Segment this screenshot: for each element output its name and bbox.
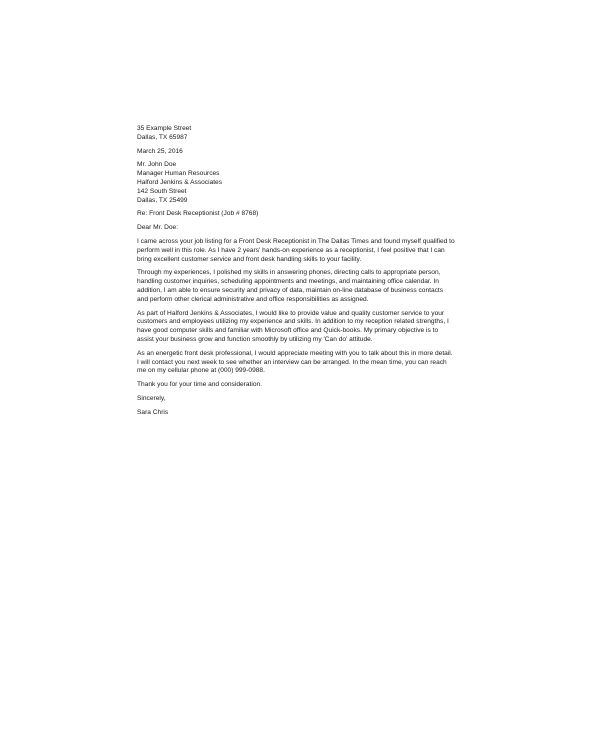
paragraph-line: I came across your job listing for a Front Desk Receptionist in The Dallas Times and found myself qualified to	[137, 237, 455, 245]
cover-letter	[137, 125, 467, 423]
recipient-city-state-zip: Dallas, TX 25499	[137, 196, 188, 204]
paragraph-line: I will contact you next week to see whether an interview can be arranged. In the mean time, you can reach	[137, 358, 447, 366]
paragraph-line: Through my experiences, I polished my skills in answering phones, directing calls to appropriate person,	[137, 269, 441, 277]
sender-street: 35 Example Street	[137, 125, 192, 132]
paragraph-line: Thank you for your time and consideration.	[137, 381, 262, 389]
body-paragraph	[137, 269, 467, 304]
paragraph-line: have good computer skills and familiar with Microsoft office and Quick-books. My primary objective is to	[137, 327, 439, 335]
paragraph-line: addition, I am able to ensure security and privacy of data, maintain on-line database of business contacts	[137, 286, 444, 294]
salutation-block	[137, 224, 467, 233]
paragraph-line: As an energetic front desk professional, I would appreciate meeting with you to talk about this in more detail.	[137, 349, 453, 357]
signature-block	[137, 409, 467, 418]
recipient-title: Manager Human Resources	[137, 170, 220, 178]
body-paragraph	[137, 350, 467, 376]
subject-block	[137, 210, 467, 219]
subject-line: Re: Front Desk Receptionist (Job # 8768)	[137, 210, 259, 218]
closing-block	[137, 395, 467, 404]
recipient-company: Halford Jenkins & Associates	[137, 178, 223, 186]
paragraph-line: perform well in this role. As I have 2 years' hands-on experience as a receptionist, I feel positive that I can	[137, 246, 445, 254]
paragraph-line: me on my cellular phone at (000) 999-0988.	[137, 367, 265, 375]
letter-date: March 25, 2016	[137, 147, 183, 155]
salutation: Dear Mr. Doe:	[137, 224, 179, 232]
sender-city-state-zip: Dallas, TX 65987	[137, 133, 188, 141]
paragraph-line: handling customer inquiries, scheduling appointments and meetings, and maintaining office calendar. In	[137, 278, 439, 286]
sender-address	[137, 125, 467, 143]
body-paragraph	[137, 310, 467, 345]
body-paragraph	[137, 238, 467, 264]
signature-name: Sara Chris	[137, 408, 169, 416]
body-paragraph	[137, 381, 467, 390]
recipient-address	[137, 161, 467, 205]
paragraph-line: assist your business grow and function smoothly by utilizing my 'Can do' attitude.	[137, 335, 373, 343]
paragraph-line: and perform other clerical administrative and office responsibilities as assigned.	[137, 295, 369, 303]
paragraph-line: bring excellent customer service and front desk handling skills to your facility.	[137, 255, 362, 263]
recipient-name: Mr. John Doe	[137, 161, 177, 169]
closing: Sincerely,	[137, 394, 166, 402]
paragraph-line: As part of Halford Jenkins & Associates, I would like to provide value and quality customer service to your	[137, 309, 445, 317]
recipient-street: 142 South Street	[137, 187, 187, 195]
letter-date-block	[137, 148, 467, 157]
paragraph-line: customers and employees utilizing my experience and skills. In addition to my reception related strengths, I	[137, 318, 449, 326]
